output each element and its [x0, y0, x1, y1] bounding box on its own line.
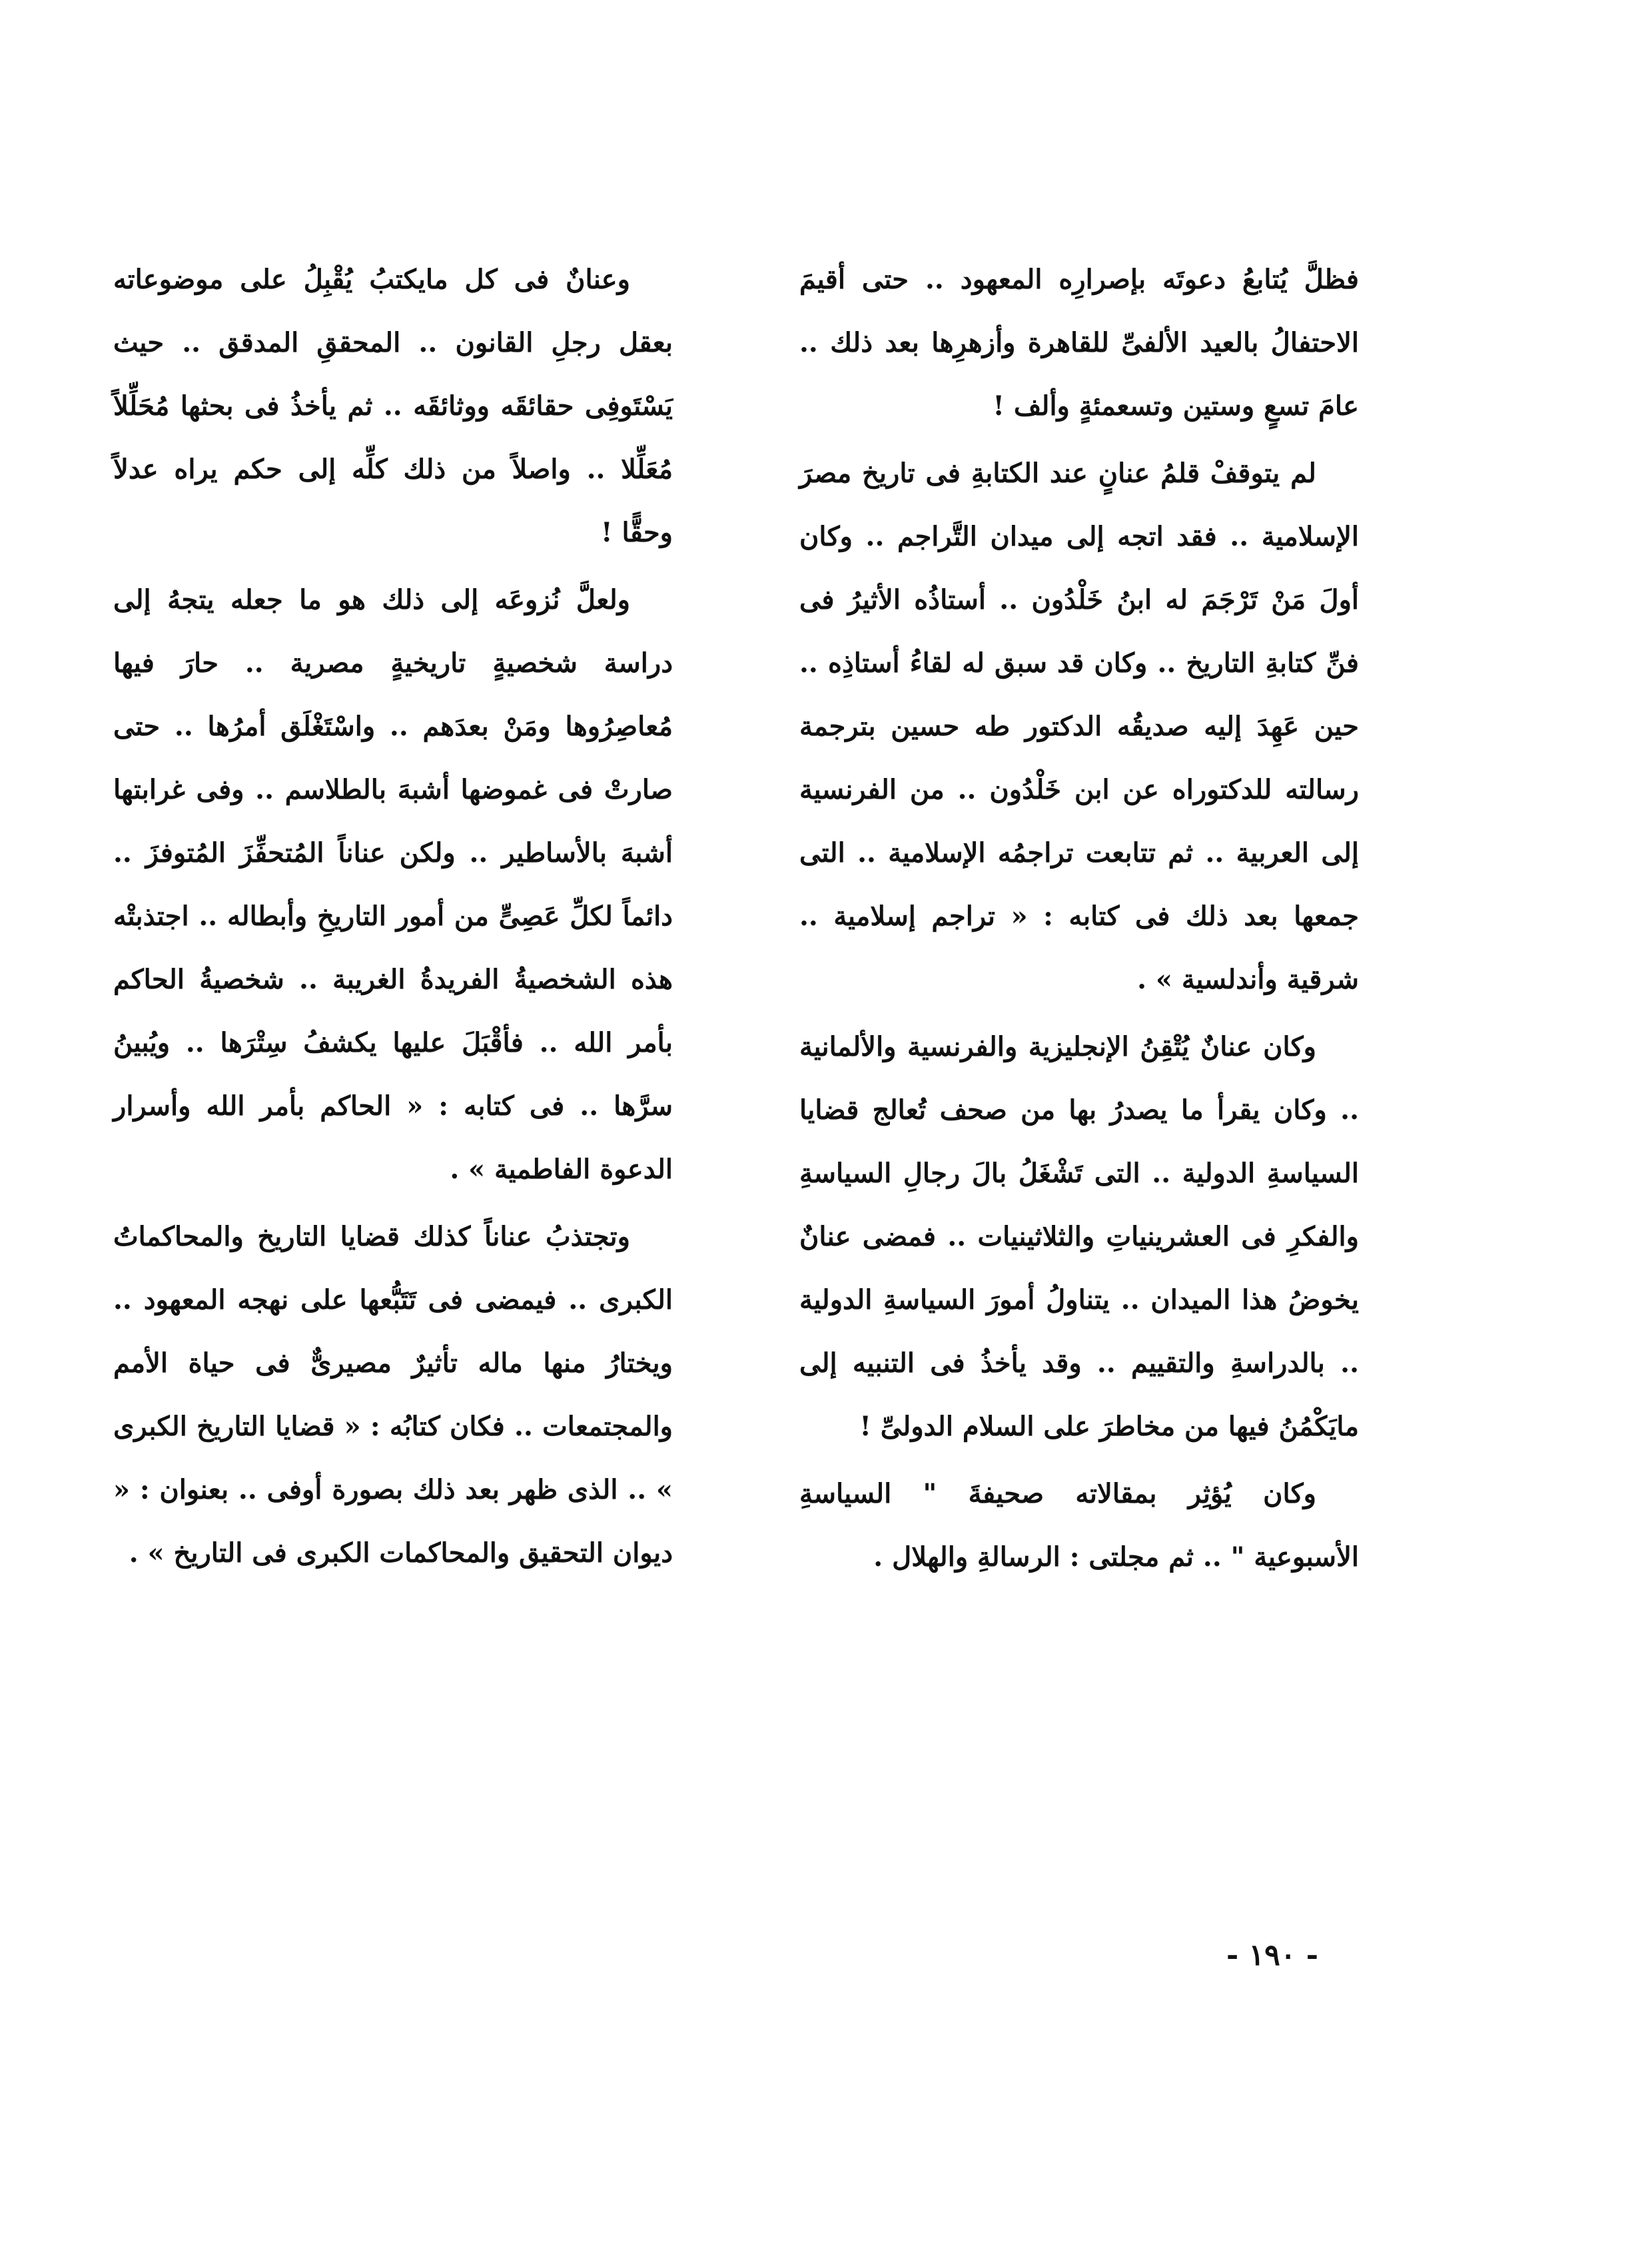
right-text-column [799, 248, 1359, 1593]
paragraph: فظلَّ يُتابعُ دعوتَه بإصرارِه المعهود .. حتى أقيمَ الاحتفالُ بالعيد الألفىِّ للقاهرة وأزهرِها بعد ذلك .. عامَ تسعٍ وستين وتسعمئةٍ وألف ! [799, 264, 1360, 422]
paragraph: ولعلَّ نُزوعَه إلى ذلك هو ما جعله يتجهُ إلى دراسة شخصيةٍ تاريخيةٍ مصرية .. حارَ فيها مُعاصِرُوها ومَنْ بعدَهم .. واسْتَغْلَق أمرُها .. حتى صارتْ فى غموضها أشبهَ بالطلاسم .. وفى غرابتها أشبهَ بالأساطير .. ولكن عناناً المُتحفِّزَ المُتوفزَ .. دائماً لكلِّ عَصِىٍّ من أمور التاريخِ وأبطاله .. اجتذبتْه هذه الشخصيةُ الفريدةُ الغريبة .. شخصيةُ الحاكم بأمر الله .. فأقْبَلَ عليها يكشفُ سِتْرَها .. ويُبينُ سرَّها .. فى كتابه : « الحاكم بأمر الله وأسرار الدعوة الفاطمية » . [113, 584, 673, 1185]
paragraph: لم يتوقفْ قلمُ عنانٍ عند الكتابةِ فى تاريخ مصرَ الإسلامية .. فقد اتجه إلى ميدان التَّراجم .. وكان أولَ مَنْ تَرْجَمَ له ابنُ خَلْدُون .. أستاذُه الأثيرُ فى فنِّ كتابةِ التاريخ .. وكان قد سبق له لقاءُ أستاذِه .. حين عَهِدَ إليه صديقُه الدكتور طه حسين بترجمة رسالته للدكتوراه عن ابن خَلْدُون .. من الفرنسية إلى العربية .. ثم تتابعت تراجمُه الإسلامية .. التى جمعها بعد ذلك فى كتابه : « تراجم إسلامية .. شرقية وأندلسية » . [799, 458, 1359, 995]
page-number: - ١٩٠ - [1226, 1938, 1319, 1972]
paragraph: وعنانٌ فى كل مايكتبُ يُقْبِلُ على موضوعاته بعقل رجلِ القانون .. المحققِ المدقق .. حيث يَسْتَوفِى حقائقَه ووثائقَه .. ثم يأخذُ فى بحثها مُحَلِّلاً مُعَلِّلا .. واصلاً من ذلك كلِّه إلى حكم يراه عدلاً وحقًّا ! [113, 264, 673, 548]
paragraph: وكان عنانٌ يُتْقِنُ الإنجليزية والفرنسية والألمانية .. وكان يقرأ ما يصدرُ بها من صحف تُعالج قضايا السياسةِ الدولية .. التى تَشْغَلُ بالَ رجالِ السياسةِ والفكرِ فى العشرينياتِ والثلاثينيات .. فمضى عنانٌ يخوضُ هذا الميدان .. يتناولُ أمورَ السياسةِ الدولية .. بالدراسةِ والتقييم .. وقد يأخذُ فى التنبيه إلى مايَكْمُنُ فيها من مخاطرَ على السلام الدولىِّ ! [799, 1031, 1359, 1442]
left-text-column [113, 248, 673, 1589]
paragraph: وتجتذبُ عناناً كذلك قضايا التاريخ والمحاكماتُ الكبرى .. فيمضى فى تَتَبُّعها على نهجه المعهود .. ويختارُ منها ماله تأثيرٌ مصيرىٌّ فى حياة الأمم والمجتمعات .. فكان كتابُه : « قضايا التاريخ الكبرى » .. الذى ظهر بعد ذلك بصورة أوفى .. بعنوان : « ديوان التحقيق والمحاكمات الكبرى فى التاريخ » . [113, 1221, 673, 1569]
paragraph: وكان يُؤثِر بمقالاته صحيفةَ " السياسةِ الأسبوعية " .. ثم مجلتى : الرسالةِ والهلال . [799, 1478, 1359, 1573]
